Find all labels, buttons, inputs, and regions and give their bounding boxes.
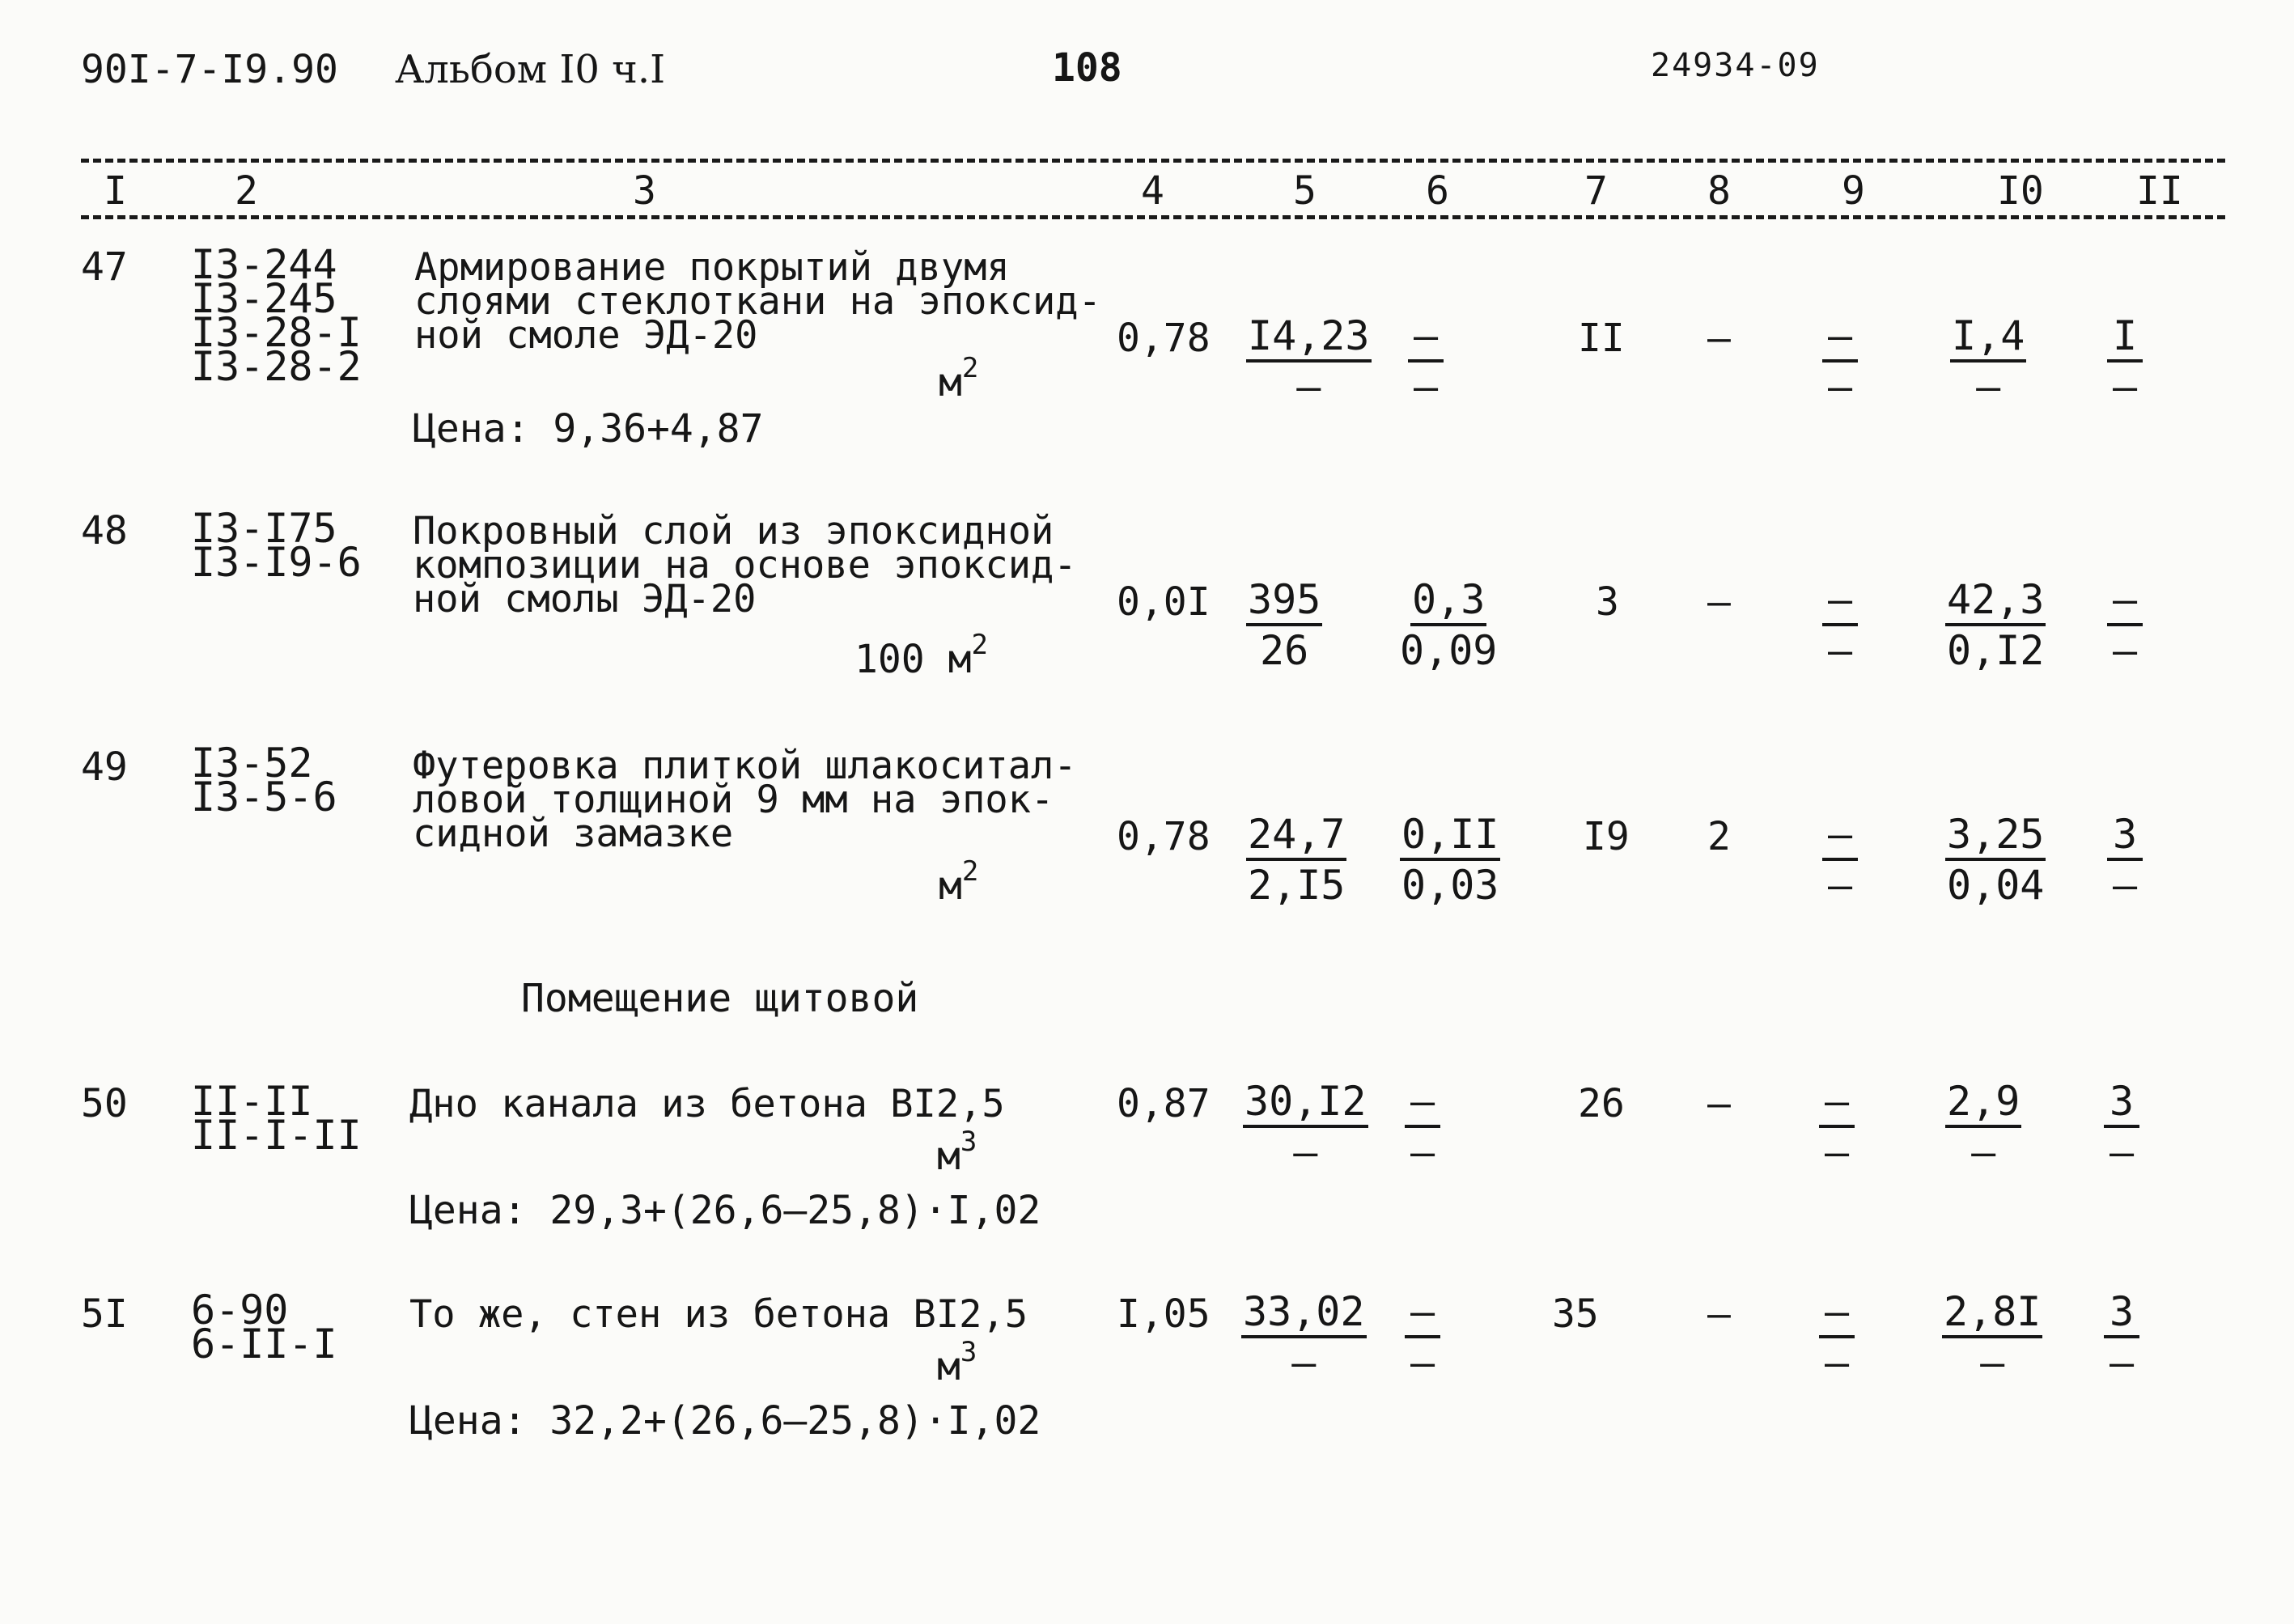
- col8-value: 2: [1707, 814, 1731, 859]
- col8-value: –: [1707, 579, 1731, 625]
- col5-fraction: 33,02 –: [1243, 1288, 1365, 1386]
- header-top-rule: [81, 159, 2225, 163]
- norm-codes: I3-I75 I3-I9-6: [191, 505, 362, 586]
- work-description: Дно канала из бетона BI2,5: [409, 1082, 1005, 1126]
- col8-value: –: [1707, 316, 1731, 361]
- col-header-3: 3: [633, 168, 656, 214]
- col11-fraction: 3 –: [2104, 1288, 2139, 1387]
- col9-fraction: – –: [1822, 576, 1858, 675]
- col-header-7: 7: [1584, 168, 1608, 214]
- col-header-2: 2: [235, 168, 258, 214]
- col4-value: 0,78: [1117, 316, 1211, 361]
- col9-fraction: – –: [1822, 811, 1858, 910]
- col8-value: –: [1707, 1081, 1731, 1126]
- col11-fraction: – –: [2107, 576, 2143, 675]
- col-header-9: 9: [1842, 168, 1865, 214]
- col-header-4: 4: [1141, 168, 1164, 214]
- col5-fraction: 30,I2 –: [1245, 1078, 1367, 1176]
- page-number: 108: [1052, 45, 1122, 91]
- document-code: 90I-7-I9.90: [81, 47, 338, 92]
- col10-fraction: 2,9 –: [1947, 1078, 2021, 1176]
- col6-fraction: $\frac{0,II}{0,03}$: [1401, 811, 1499, 909]
- measure-unit: $м^3$: [937, 1126, 977, 1179]
- row-number: 47: [81, 244, 128, 290]
- col-header-10: I0: [1997, 168, 2044, 214]
- measure-unit: $м^2$: [939, 352, 979, 405]
- col11-fraction: I –: [2107, 312, 2143, 411]
- col-header-11: II: [2136, 168, 2183, 214]
- row-number: 49: [81, 744, 128, 790]
- col8-value: –: [1707, 1291, 1731, 1337]
- work-description: Армирование покрытий двумя слоями стеклоткани на эпоксид- ной смоле ЭД-20: [414, 245, 1101, 358]
- col10-fraction: 2,8I –: [1944, 1288, 2042, 1386]
- col7-value: 26: [1578, 1081, 1625, 1126]
- row-number: 5I: [81, 1291, 128, 1337]
- col10-fraction: $\frac{3,25}{0,04}$: [1947, 811, 2045, 909]
- col7-value: 3: [1596, 579, 1619, 625]
- col11-fraction: 3 –: [2104, 1078, 2139, 1177]
- work-description: То же, стен из бетона BI2,5: [409, 1292, 1028, 1337]
- row-number: 48: [81, 508, 128, 553]
- col-header-8: 8: [1707, 168, 1731, 214]
- col4-value: 0,78: [1117, 814, 1211, 859]
- col7-value: 35: [1552, 1291, 1599, 1337]
- measure-unit: 100 $м^2$: [854, 629, 988, 682]
- col7-value: II: [1578, 316, 1625, 361]
- col6-fraction: – –: [1408, 312, 1444, 411]
- norm-codes: I3-244 I3-245 I3-28-I I3-28-2: [191, 241, 362, 390]
- work-description: Покровный слой из эпоксидной композиции на основе эпоксид- ной смолы ЭД-20: [413, 509, 1077, 621]
- col10-fraction: $\frac{42,3}{0,I2}$: [1947, 576, 2045, 674]
- col4-value: 0,0I: [1117, 579, 1211, 625]
- col9-fraction: – –: [1819, 1288, 1855, 1387]
- col9-fraction: – –: [1822, 312, 1858, 411]
- col9-fraction: – –: [1819, 1078, 1855, 1177]
- header-bottom-rule: [81, 215, 2225, 219]
- col4-value: I,05: [1117, 1291, 1211, 1337]
- col7-value: I9: [1583, 814, 1630, 859]
- col6-fraction: $\frac{0,3}{0,09}$: [1400, 576, 1498, 674]
- measure-unit: $м^2$: [939, 855, 979, 909]
- col6-fraction: – –: [1405, 1078, 1440, 1177]
- row-number: 50: [81, 1081, 128, 1126]
- col4-value: 0,87: [1117, 1081, 1211, 1126]
- col11-fraction: 3 –: [2107, 811, 2143, 910]
- col6-fraction: – –: [1405, 1288, 1440, 1387]
- price-formula: Цена: 32,2+(26,6–25,8)·I,02: [409, 1398, 1041, 1444]
- norm-codes: I3-52 I3-5-6: [191, 740, 337, 820]
- col5-fraction: $\frac{24,7}{2,I5}$: [1248, 811, 1346, 909]
- col5-fraction: $\frac{395}{26}$: [1248, 576, 1321, 674]
- price-formula: Цена: 9,36+4,87: [413, 406, 764, 452]
- measure-unit: $м^3$: [937, 1336, 977, 1389]
- norm-codes: 6-90 6-II-I: [191, 1287, 337, 1367]
- col-header-6: 6: [1426, 168, 1449, 214]
- album-label: Альбом I0 ч.I: [395, 47, 666, 92]
- work-description: Футеровка плиткой шлакоситал- ловой толщиной 9 мм на эпок- сидной замазке: [413, 744, 1077, 856]
- section-title: Помещение щитовой: [521, 976, 919, 1021]
- archive-stamp: 24934-09: [1651, 47, 1820, 84]
- col5-fraction: I4,23 –: [1248, 312, 1370, 410]
- col-header-1: I: [104, 168, 127, 214]
- norm-codes: II-II II-I-II: [191, 1078, 362, 1159]
- col-header-5: 5: [1293, 168, 1317, 214]
- col10-fraction: I,4 –: [1952, 312, 2025, 410]
- price-formula: Цена: 29,3+(26,6–25,8)·I,02: [409, 1188, 1041, 1233]
